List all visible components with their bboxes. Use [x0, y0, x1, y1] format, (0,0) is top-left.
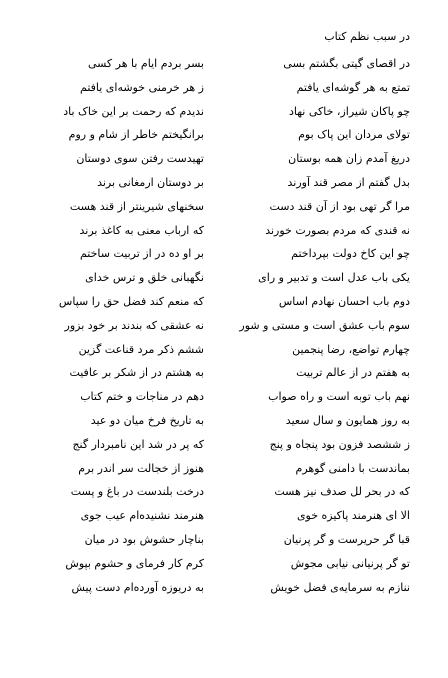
poem-title: در سبب نظم کتاب	[324, 30, 410, 43]
second-hemistich: درخت بلندست در باغ و پست	[70, 485, 204, 499]
couplet	[0, 343, 448, 367]
second-hemistich: بر دوستان ارمغانی برند	[97, 175, 204, 189]
first-hemistich: چو این کاخ دولت بپرداختم	[291, 247, 410, 261]
second-hemistich: ندیدم که رحمت بر این خاک باد	[63, 104, 204, 118]
couplet	[0, 319, 448, 343]
couplet	[0, 295, 448, 319]
second-hemistich: ششم ذکر مرد قناعت گزین	[78, 342, 204, 356]
couplet	[0, 57, 448, 81]
couplet	[0, 438, 448, 462]
first-hemistich: تولای مردان این پاک بوم	[298, 128, 410, 142]
couplet	[0, 414, 448, 438]
first-hemistich: نه قندی که مردم بصورت خورند	[265, 223, 410, 237]
couplet	[0, 509, 448, 533]
first-hemistich: الا ای هنرمند پاکیزه خوی	[296, 509, 410, 523]
couplet	[0, 462, 448, 486]
couplet	[0, 200, 448, 224]
second-hemistich: که منعم کند فضل حق را سپاس	[58, 294, 204, 308]
second-hemistich: بر او ده در از تربیت ساختم	[79, 247, 204, 261]
second-hemistich: کرم کار فرمای و حشوم بپوش	[65, 556, 204, 570]
first-hemistich: چهارم تواضع، رضا پنجمین	[292, 342, 410, 356]
couplet	[0, 224, 448, 248]
couplet	[0, 366, 448, 390]
first-hemistich: دریغ آمدم زان همه بوستان	[288, 152, 410, 166]
first-hemistich: ز ششصد فزون بود پنجاه و پنج	[269, 437, 410, 451]
couplet	[0, 176, 448, 200]
second-hemistich: نگهبانی خلق و ترس خدای	[85, 271, 204, 285]
couplet	[0, 247, 448, 271]
first-hemistich: چو پاکان شیراز، خاکی نهاد	[288, 104, 410, 118]
first-hemistich: مرا گر تهی بود از آن قند دست	[269, 199, 410, 213]
second-hemistich: دهم در مناجات و ختم کتاب	[80, 390, 204, 404]
couplet	[0, 581, 448, 605]
first-hemistich: بماندست با دامنی گوهرم	[295, 461, 410, 475]
second-hemistich: که ارباب معنی به کاغذ برند	[79, 223, 204, 237]
second-hemistich: بناچار حشوش بود در میان	[84, 532, 204, 546]
couplet	[0, 533, 448, 557]
second-hemistich: هنوز از خجالت سر اندر برم	[78, 461, 204, 475]
first-hemistich: دوم باب احسان نهادم اساس	[278, 294, 410, 308]
first-hemistich: که در بحر لل صدف نیز هست	[274, 485, 410, 499]
first-hemistich: یکی باب عدل است و تدبیر و رای	[258, 271, 410, 285]
second-hemistich: به تاریخ فرخ میان دو عید	[90, 413, 204, 427]
first-hemistich: به روز همایون و سال سعید	[285, 413, 410, 427]
couplet	[0, 390, 448, 414]
couplet	[0, 485, 448, 509]
second-hemistich: ز هر خرمنی خوشه‌ای یافتم	[80, 80, 204, 94]
verse-list	[0, 57, 448, 604]
first-hemistich: نهم باب توبه است و راه صواب	[268, 390, 410, 404]
second-hemistich: که پر در شد این نامبردار گنج	[72, 437, 204, 451]
couplet	[0, 557, 448, 581]
first-hemistich: سوم باب عشق است و مستی و شور	[239, 318, 410, 332]
second-hemistich: به دریوزه آورده‌ام دست پیش	[71, 580, 204, 594]
second-hemistich: تهیدست رفتن سوی دوستان	[76, 152, 204, 166]
second-hemistich: بسر بردم ایام با هر کسی	[87, 57, 204, 70]
couplet	[0, 152, 448, 176]
second-hemistich: به هشتم در از شکر بر عافیت	[69, 366, 204, 380]
first-hemistich: تو گر پرنیانی نیابی مجوش	[290, 556, 410, 570]
first-hemistich: قبا گر حریرست و گر پرنیان	[283, 532, 410, 546]
second-hemistich: سخنهای شیرینتر از قند هست	[69, 199, 204, 213]
first-hemistich: بدل گفتم از مصر قند آورند	[287, 175, 410, 189]
couplet	[0, 271, 448, 295]
first-hemistich: ننازم به سرمایه‌ی فضل خویش	[270, 580, 410, 594]
first-hemistich: در اقصای گیتی بگشتم بسی	[283, 57, 410, 70]
first-hemistich: به هفتم در از عالم تربیت	[296, 366, 410, 380]
second-hemistich: برانگیختم خاطر از شام و روم	[68, 128, 204, 142]
couplet	[0, 128, 448, 152]
couplet	[0, 105, 448, 129]
couplet	[0, 81, 448, 105]
second-hemistich: هنرمند نشنیده‌ام عیب جوی	[80, 509, 204, 523]
second-hemistich: نه عشقی که بندند بر خود بزور	[64, 318, 204, 332]
first-hemistich: تمتع به هر گوشه‌ای یافتم	[296, 80, 410, 94]
